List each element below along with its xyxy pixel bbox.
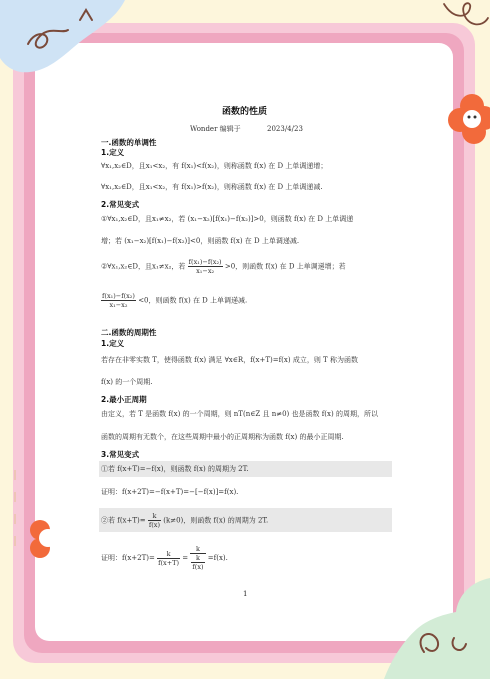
s2-def-line-a: 若存在非零实数 T，使得函数 f(x) 满足 ∀x∈R，f(x+T)=f(x) 成立，则 T 称为函数 (101, 356, 358, 364)
s2-def-heading: 1.定义 (101, 339, 125, 348)
section-2-heading: 二.函数的周期性 (101, 328, 157, 337)
s2-var2-denominator: f(x) (148, 521, 161, 529)
s1-var2-numerator: f(x₁)−f(x₂) (188, 258, 222, 266)
s1-variant-1-line-b: 增；若 (x₁−x₂)[f(x₁)−f(x₂)]<0，则函数 f(x) 在 D 上单调递减. (101, 237, 300, 245)
s2-proof2-num2: k (190, 545, 205, 554)
doc-author: Wonder 编辑于 (190, 125, 241, 133)
s2-proof-2 (101, 545, 228, 571)
s2-proof2-den2b: f(x) (192, 563, 204, 571)
doc-title: 函数的性质 (222, 107, 268, 117)
page-number: 1 (243, 590, 248, 598)
s2-variants-heading: 3.常见变式 (101, 450, 140, 459)
s2-var2-prefix: ②若 f(x+T)= (101, 516, 146, 525)
s2-var2-suffix: (k≠0)，则函数 f(x) 的周期为 2T. (163, 516, 269, 525)
s1-variants-heading: 2.常见变式 (101, 200, 140, 209)
s2-min-period-line-a: 由定义，若 T 是函数 f(x) 的一个周期，则 nT(n∈Z 且 n≠0) 也是函数 f(x) 的周期，所以 (101, 410, 378, 418)
s1-var2b-suffix: <0，则函数 f(x) 在 D 上单调递减. (138, 296, 248, 305)
s1-var2b-denominator: x₁−x₂ (109, 301, 128, 309)
s2-proof2-den2a: k (191, 554, 204, 563)
s1-var2-suffix: >0，则函数 f(x) 在 D 上单调递增；若 (224, 262, 346, 271)
s2-proof2-inner-fraction (191, 554, 204, 571)
s2-proof2-suffix: =f(x). (207, 554, 228, 562)
s1-var2-fraction (188, 258, 223, 275)
s2-proof2-den2 (190, 554, 205, 571)
s1-def-increasing: ∀x₁,x₂∈D，且x₁<x₂，有 f(x₁)<f(x₂)，则称函数 f(x) 在 D 上单调递增； (101, 162, 328, 170)
s2-proof2-fraction-1 (157, 550, 180, 567)
s2-proof-1: 证明：f(x+2T)=−f(x+T)=−[−f(x)]=f(x). (101, 488, 239, 496)
s1-var2-prefix: ②∀x₁,x₂∈D，且x₁≠x₂，若 (101, 262, 186, 271)
s2-var2-fraction (148, 512, 161, 529)
s1-var2b-fraction (101, 292, 136, 309)
s2-min-period-line-b: 函数的周期有无数个，在这些周期中最小的正周期称为函数 f(x) 的最小正周期. (101, 433, 344, 441)
s1-def-heading: 1.定义 (101, 148, 125, 157)
doc-date: 2023/4/23 (267, 125, 303, 133)
s2-proof2-den1: f(x+T) (158, 558, 180, 567)
s2-var2-numerator: k (148, 512, 161, 521)
s2-variant-2 (101, 512, 268, 529)
s2-min-period-heading: 2.最小正周期 (101, 395, 147, 404)
s2-proof2-fraction-2 (190, 545, 205, 571)
s2-proof2-prefix: 证明：f(x+2T)= (101, 554, 155, 562)
s2-proof2-eq: = (182, 554, 189, 562)
s1-variant-2-line-b (101, 292, 247, 309)
s1-var2b-numerator: f(x₁)−f(x₂) (102, 292, 135, 300)
section-1-heading: 一.函数的单调性 (101, 138, 157, 147)
s1-variant-2-line-a (101, 258, 346, 275)
s1-var2-denominator: x₁−x₂ (196, 267, 215, 275)
s1-def-decreasing: ∀x₁,x₂∈D，且x₁<x₂，有 f(x₁)>f(x₂)，则称函数 f(x) 在 D 上单调递减. (101, 183, 323, 191)
s1-variant-1-line-a: ①∀x₁,x₂∈D，且x₁≠x₂，若 (x₁−x₂)[f(x₁)−f(x₂)]>0，则函数 f(x) 在 D 上单调递 (101, 215, 354, 223)
s2-proof2-num1: k (157, 550, 180, 559)
s2-variant-1: ①若 f(x+T)=−f(x)，则函数 f(x) 的周期为 2T. (101, 465, 249, 473)
s2-def-line-b: f(x) 的一个周期. (101, 378, 153, 386)
